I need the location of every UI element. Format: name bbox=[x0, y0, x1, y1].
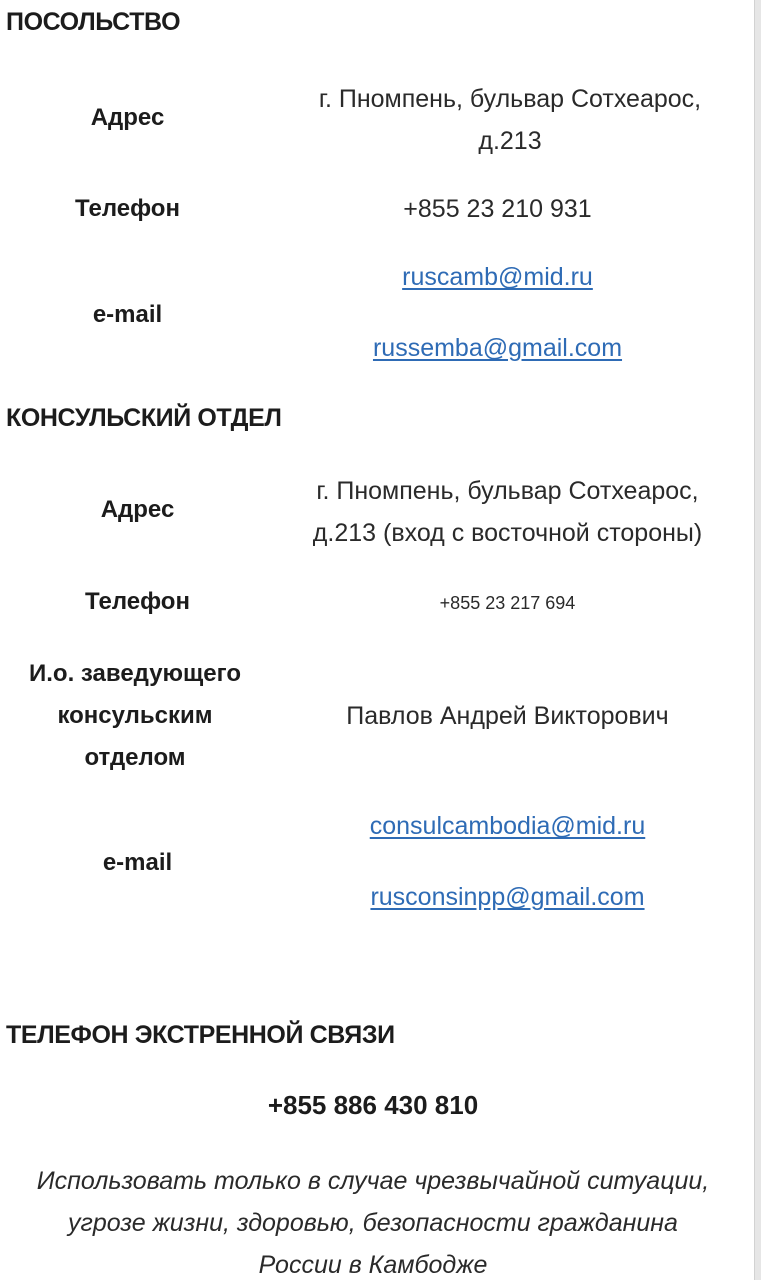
embassy-email-label: e-mail bbox=[92, 301, 163, 328]
emergency-note-line1: Использовать только в случае чрезвычайной ситуации, bbox=[36, 1167, 710, 1195]
embassy-address-label: Адрес bbox=[90, 104, 165, 131]
emergency-heading: ТЕЛЕФОН ЭКСТРЕННОЙ СВЯЗИ bbox=[6, 1021, 395, 1049]
consular-heading: КОНСУЛЬСКИЙ ОТДЕЛ bbox=[6, 404, 282, 432]
embassy-address-line2: д.213 bbox=[478, 127, 542, 155]
emergency-note-line2: угрозе жизни, здоровью, безопасности гражданина bbox=[68, 1209, 678, 1237]
consular-head-label-line2: консульским bbox=[57, 702, 213, 729]
emergency-note bbox=[0, 1160, 746, 1286]
consular-head-name: Павлов Андрей Викторович bbox=[346, 702, 669, 730]
embassy-address-line1: г. Пномпень, бульвар Сотхеарос, bbox=[318, 85, 702, 113]
consular-phone[interactable]: +855 23 217 694 bbox=[439, 593, 576, 613]
embassy-address bbox=[250, 78, 761, 162]
consular-email-link-2[interactable]: rusconsinpp@gmail.com bbox=[370, 883, 645, 911]
consular-address-label: Адрес bbox=[100, 496, 175, 523]
embassy-email-link-2[interactable]: russemba@gmail.com bbox=[372, 334, 623, 362]
consular-head-label-line1: И.о. заведующего bbox=[29, 660, 241, 687]
embassy-email-link-1[interactable]: ruscamb@mid.ru bbox=[402, 263, 593, 291]
consular-address bbox=[270, 470, 745, 554]
emergency-phone[interactable]: +855 886 430 810 bbox=[267, 1090, 479, 1120]
scrollbar-track[interactable] bbox=[754, 0, 761, 1280]
embassy-phone-label: Телефон bbox=[75, 195, 180, 222]
consular-head-label bbox=[0, 653, 270, 779]
consular-head-label-line3: отделом bbox=[84, 744, 186, 771]
emergency-note-line3: России в Камбодже bbox=[258, 1251, 488, 1279]
embassy-heading: ПОСОЛЬСТВО bbox=[6, 8, 181, 36]
consular-email-label: e-mail bbox=[102, 849, 173, 876]
consular-phone-label: Телефон bbox=[85, 588, 190, 615]
consular-email-link-1[interactable]: consulcambodia@mid.ru bbox=[369, 812, 646, 840]
consular-address-line2: д.213 (вход с восточной стороны) bbox=[312, 519, 703, 547]
embassy-phone[interactable]: +855 23 210 931 bbox=[403, 195, 592, 223]
consular-address-line1: г. Пномпень, бульвар Сотхеарос, bbox=[316, 477, 699, 505]
